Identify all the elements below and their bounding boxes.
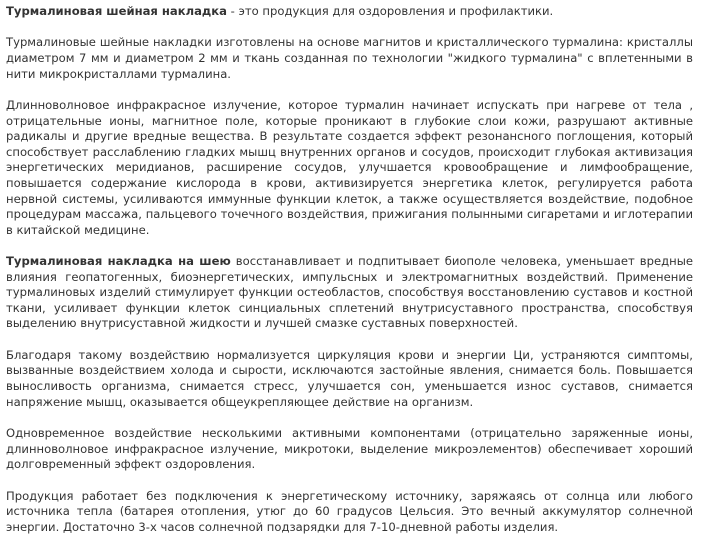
biofield-paragraph <box>6 254 693 332</box>
neck-pad-bold: Турмалиновая накладка на шею <box>6 254 231 269</box>
infrared-effect-paragraph: Длинноволновое инфракрасное излучение, которое турмалин начинает испускать при нагреве от тела , отрицательные ионы, магнитное поле, которые проникают в глубокие слои кожи, разрушают активные радикалы и другие вредные вещества. В результате создается эффект резонансного поглощения, который способствует расслаблению гладких мышц внутренних органов и сосудов, происходит глубокая активизация энергетических меридианов, расширение сосудов, улучшается кровообращение и лимфообращение, повышается содержание кислорода в крови, активизируется энергетика клеток, регулируется работа нервной системы, усиливаются иммунные функции клеток, а также осуществляется воздействие, подобное процедурам массажа, пальцевого точечного воздействия, прижигания полынными сигаретами и иглотерапии в китайской медицине. <box>6 97 693 237</box>
combined-effect-paragraph: Одновременное воздействие несколькими активными компонентами (отрицательно заряженные ионы, длинноволновое инфракрасное излучение, микротоки, выделение микроэлементов) обеспечивает хороший долговременный эффект оздоровления. <box>6 426 693 472</box>
composition-paragraph: Турмалиновые шейные накладки изготовлены на основе магнитов и кристаллического турмалина: кристаллы диаметром 7 мм и диаметром 2 мм и ткань созданная по технологии "жидкого турмалина" с вплетенными в нити микрокристаллами турмалина. <box>6 35 693 81</box>
solar-charging-paragraph: Продукция работает без подключения к энергетическому источнику, заряжаясь от солнца или любого источника тепла (батарея отопления, утюг до 60 градусов Цельсия. Это вечный аккумулятор солнечной энергии. Достаточно 3-х часов солнечной подзарядки для 7-10-дневной работы изделия. <box>6 488 693 534</box>
intro-paragraph <box>6 4 693 20</box>
intro-text: - это продукция для оздоровления и профилактики. <box>226 4 554 18</box>
circulation-paragraph: Благодаря такому воздействию нормализуется циркуляция крови и энергии Ци, устраняются симптомы, вызванные воздействием холода и сырости, исключаются застойные явления, снимается боль. Повышается выносливость организма, снимается стресс, улучшается сон, уменьшается износ суставов, снимается напряжение мышц, оказывается общеукрепляющее действие на организм. <box>6 347 693 409</box>
biofield-text: восстанавливает и подпитывает биополе человека, уменьшает вредные влияния геопатогенных, биоэнергетических, импульсных и электромагнитных воздействий. Применение турмалиновых изделий стимулирует функции остеобластов, способствуя восстановлению суставов и костной ткани, усиливает функции клеток синциальных сплетений внутрисуставного пространства, способствуя выделению внутрисуставной жидкости и лучшей смазке суставных поверхностей. <box>6 254 693 331</box>
product-name-bold: Турмалиновая шейная накладка <box>6 4 227 18</box>
